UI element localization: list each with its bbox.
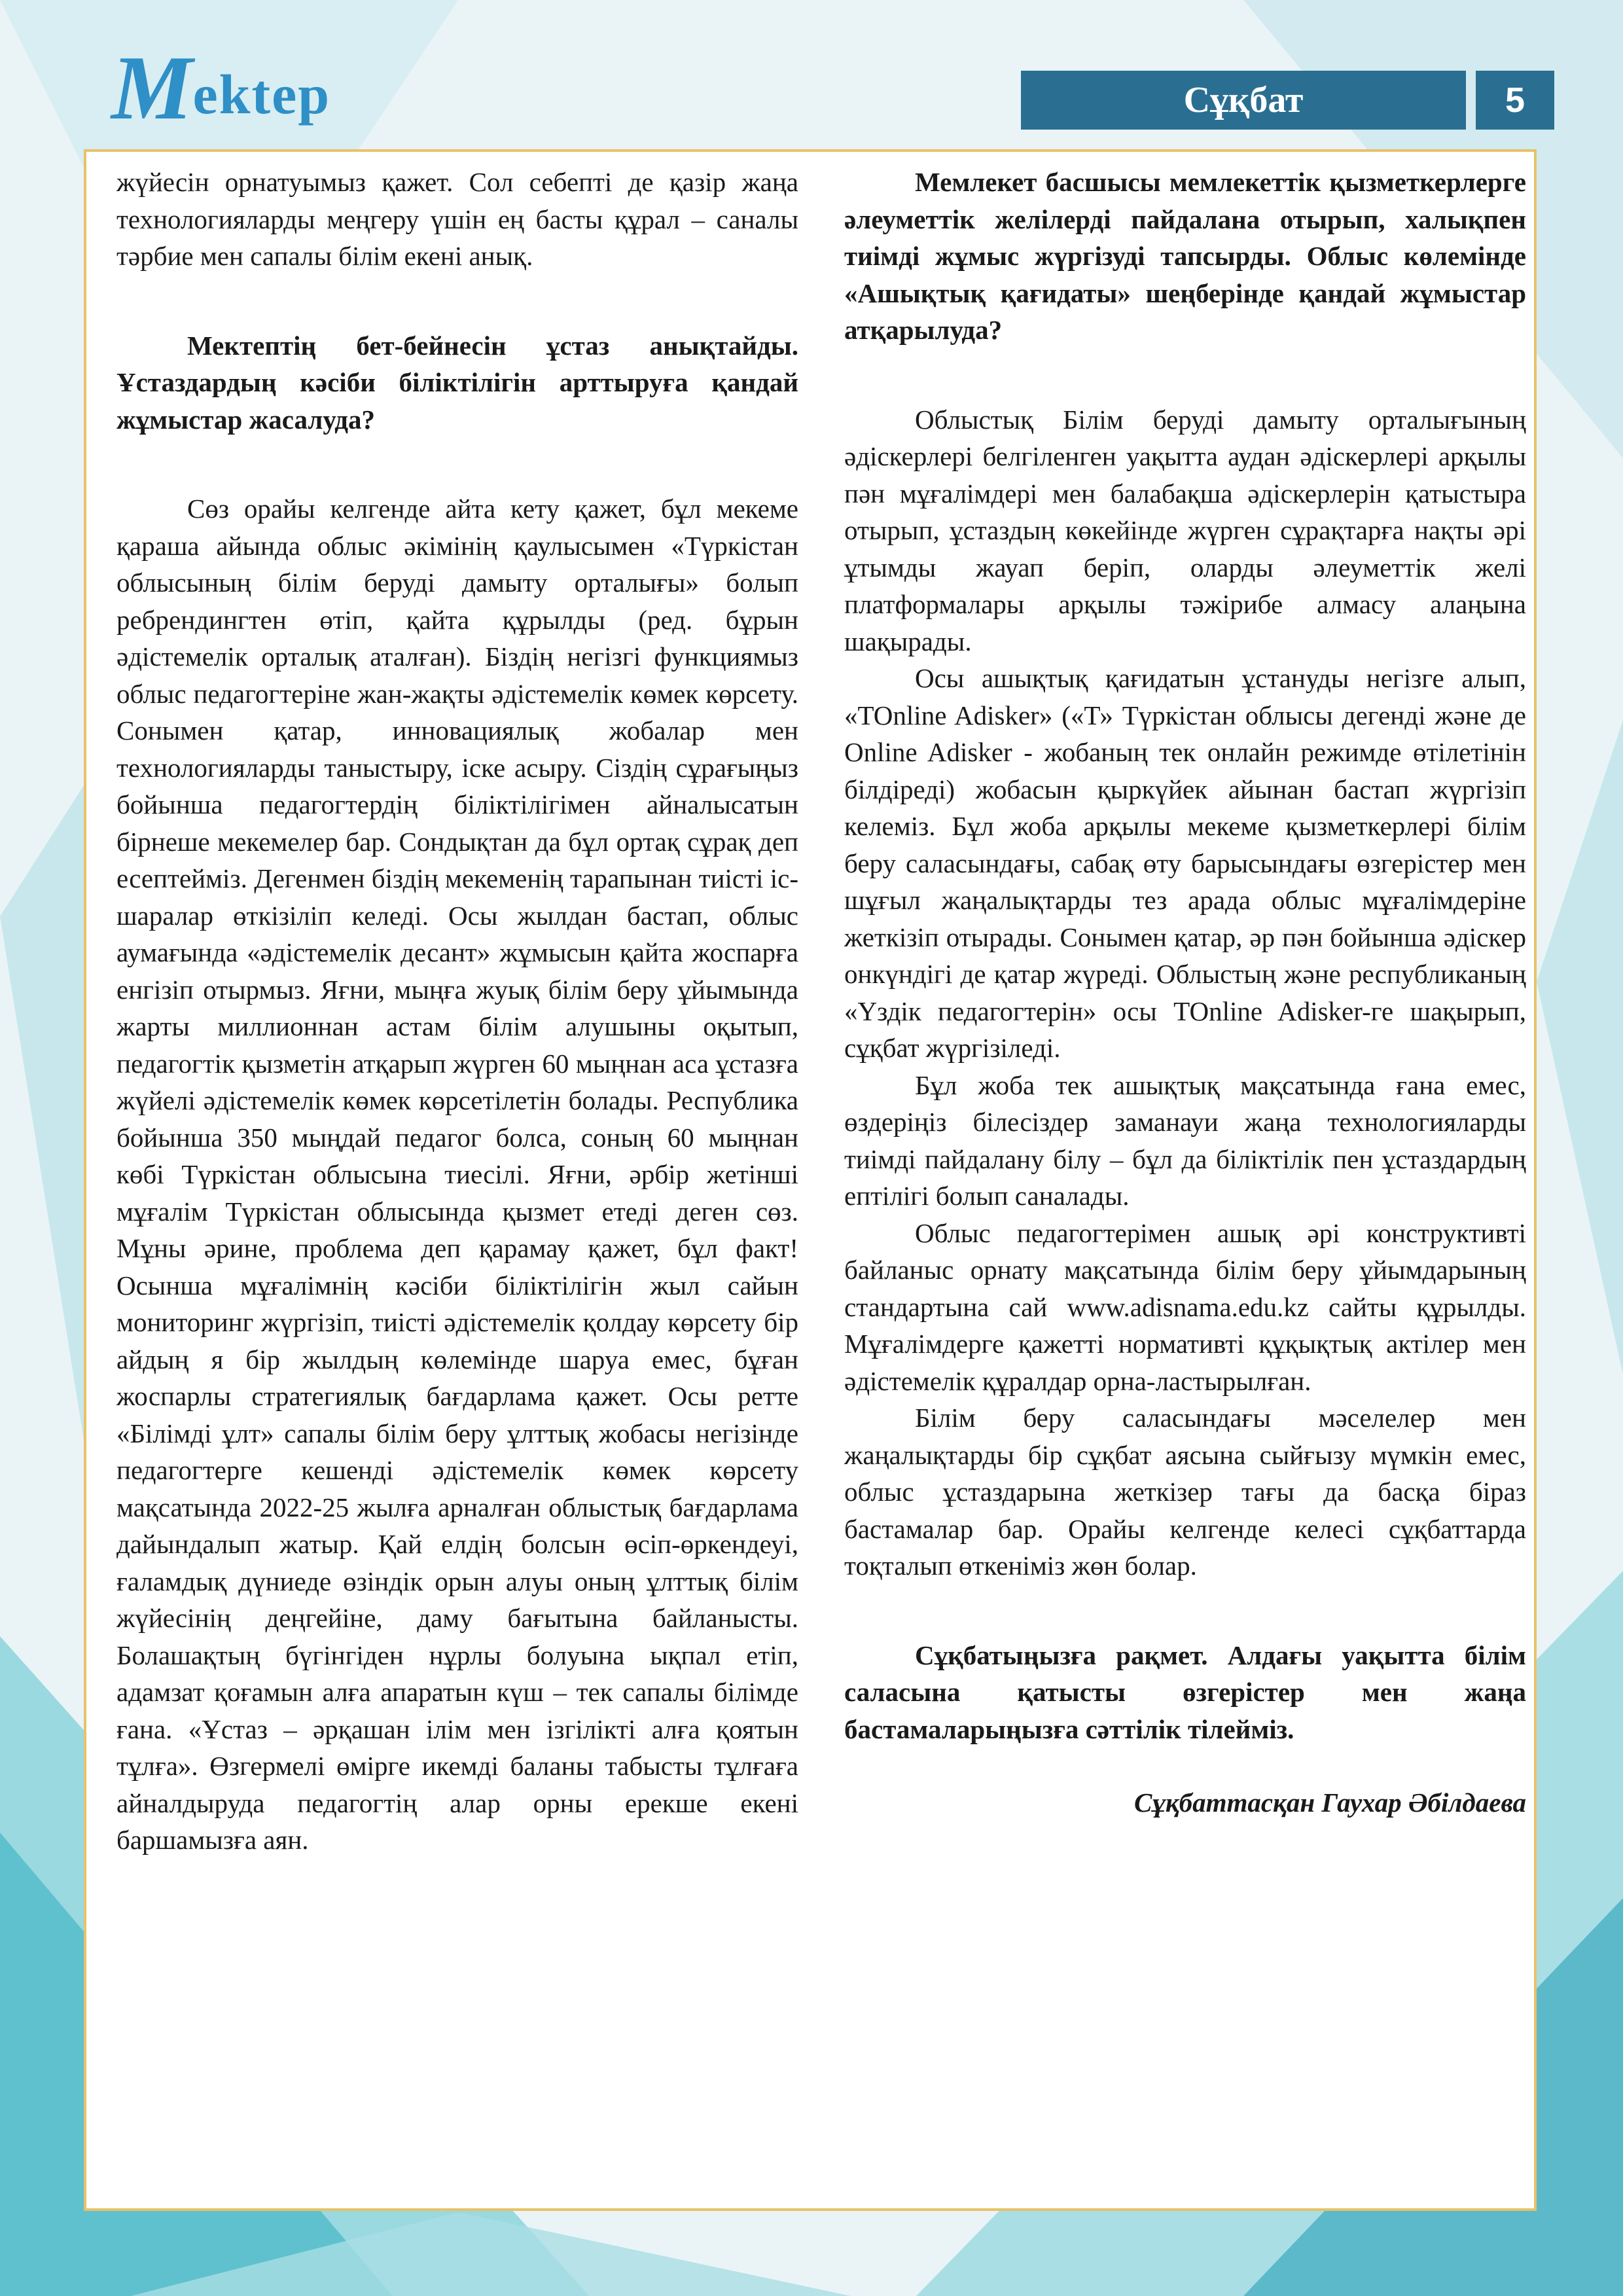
paragraph: Білім беру саласындағы мәселелер мен жаңалықтарды бір сұқбат аясына сыйғызу мүмкін емес, облыс ұстаздарына жеткізер тағы да басқа біраз бастамалар бар. Орайы келгенде келесі сұқбаттарда тоқталып өткеніміз жөн болар. <box>844 1403 1526 1581</box>
paragraph: Облыстық Білім беруді дамыту орталығының әдіскерлері белгіленген уақытта аудан әдіскерлері арқылы пән мұғалімдері мен балабақша әдіскерлерін қатыстыра отырып, ұстаздың көкейінде жүрген сұрақтарға нақты әрі ұтымды жауап беріп, оларды әлеуметтік желі платформалары арқылы тәжірибе алмасу алаңына шақырады. <box>844 404 1526 656</box>
right-column <box>844 164 1526 1821</box>
magazine-logo <box>111 39 330 137</box>
paragraph: Сөз орайы келгенде айта кету қажет, бұл мекеме қараша айында облыс әкімінің қаулысымен «Түркістан облысының білім беруді дамыту орталығы» болып ребрендингтен өтіп, қайта құрылды (ред. бұрын әдістемелік орталық аталған). Біздің негізгі функциямыз облыс педагогтеріне жан-жақты әдістемелік көмек көрсету. Сонымен қатар, инновациялық жобалар мен технологияларды таныстыру, іске асыру. Сіздің сұрағыңыз бойынша педагогтердің біліктілігімен айналысатын бірнеше мекемелер бар. Сондықтан да бұл ортақ сұрақ деп есептейміз. Дегенмен біздің мекеменің тарапынан тиісті іс-шаралар өткізіліп келеді. Осы жылдан бастап, облыс аумағында «әдістемелік десант» жұмысын қайта жоспарға енгізіп отырмыз. Яғни, мыңға жуық білім беру ұйымында жарты миллионнан астам білім алушыны оқытып, педагогтік қызметін атқарып жүрген 60 мыңнан аса ұстазға жүйелі әдістемелік көмек көрсетілетін болады. Республика бойынша 350 мыңдай педагог болса, соның 60 мыңнан көбі Түркістан облысына тиесілі. Яғни, әрбір жетінші мұғалім Түркістан облысында қызмет етеді деген сөз. Мұны әрине, проблема деп қарамау қажет, бұл факт! Осынша мұғалімнің кәсіби біліктілігін жыл сайын мониторинг жүргізіп, тиісті әдістемелік қолдау көрсету бір айдың я бір жылдың көлемінде шаруа емес, бұған жоспарлы стратегиялық бағдарлама қажет. Осы ретте «Білімді ұлт» сапалы білім беру ұлттық жобасы негізінде педагогтерге кешенді әдістемелік көмек көрсету мақсатында 2022-25 жылға арналған облыстық бағдарлама дайындалып жатыр. Қай елдің болсын өсіп-өркендеуі, ғаламдық дүниеде өзіндік орын алуы оның ұлттық білім жүйесінің деңгейіне, даму бағытына байланысты. Болашақтың бүгінгіден нұрлы болуына ықпал етіп, адамзат қоғамын алға апаратын күш – тек сапалы білімде ғана. «Ұстаз – әрқашан ілім мен ізгілікті алға қоятын тұлға». Өзгермелі өмірге икемді баланы табысты тұлғаға айналдыруда педагогтің алар орны ерекше екені баршамызға аян. <box>116 493 798 1855</box>
paragraph: Осы ашықтық қағидатын ұстануды негізге алып, «TOnline Adisker» («Т» Түркістан облысы дегенді және де Online Adisker - жобаның тек онлайн режимде өтілетінін білдіреді) жобасын қыркүйек айынан бастап жүргізіп келеміз. Бұл жоба арқылы мекеме қызметкерлері білім беру саласындағы, сабақ өту барысындағы өзгерістер мен шұғыл жаңалықтарды тез арада облыс мұғалімдеріне жеткізіп отырады. Сонымен қатар, әр пән бойынша әдіскер онкүндігі де қатар жүреді. Облыстың және республиканың «Үздік педагогтерін» осы TOnline Adisker-ге шақырып, сұқбат жүргізіледі. <box>844 663 1526 1063</box>
interviewer-signature: Сұқбаттасқан Гаухар Әбілдаева <box>1133 1787 1526 1818</box>
paragraph: Облыс педагогтерімен ашық әрі конструктивті байланыс орнату мақсатында білім беру ұйымдарының стандартына сай www.adisnama.edu.kz сайты құрылды. Мұғалімдерге қажетті нормативті құқықтық актілер мен әдістемелік құралдар орна-ластырылған. <box>844 1217 1526 1396</box>
interview-question: Мемлекет басшысы мемлекеттік қызметкерлерге әлеуметтік желілерді пайдалана отырып, халықпен тиімді жұмыс жүргізуді тапсырды. Облыс көлемінде «Ашықтық қағидаты» шеңберінде қандай жұмыстар атқарылуда? <box>844 167 1526 345</box>
section-title: Сұқбат <box>1021 71 1466 130</box>
paragraph: жүйесін орнатуымыз қажет. Сол себепті де қазір жаңа технологияларды меңгеру үшін ең басты құрал – саналы тәрбие мен сапалы білім екені анық. <box>116 167 798 271</box>
logo-initial: M <box>111 37 193 139</box>
logo-text: ektep <box>192 63 331 126</box>
left-column <box>116 164 798 1859</box>
interview-question: Мектептің бет-бейнесін ұстаз анықтайды. Ұстаздардың кәсіби біліктілігін арттыруға қандай жұмыстар жасалуда? <box>116 330 798 435</box>
page-number: 5 <box>1476 71 1554 130</box>
paragraph: Бұл жоба тек ашықтық мақсатында ғана емес, өздеріңіз білесіздер заманауи жаңа технологияларды тиімді пайдалану білу – бұл да біліктілік пен ұстаздардың ептілігі болып саналады. <box>844 1069 1526 1211</box>
closing-thanks: Сұқбатыңызға рақмет. Алдағы уақытта білім саласына қатысты өзгерістер мен жаңа бастамаларыңызға сәттілік тілейміз. <box>844 1640 1526 1744</box>
